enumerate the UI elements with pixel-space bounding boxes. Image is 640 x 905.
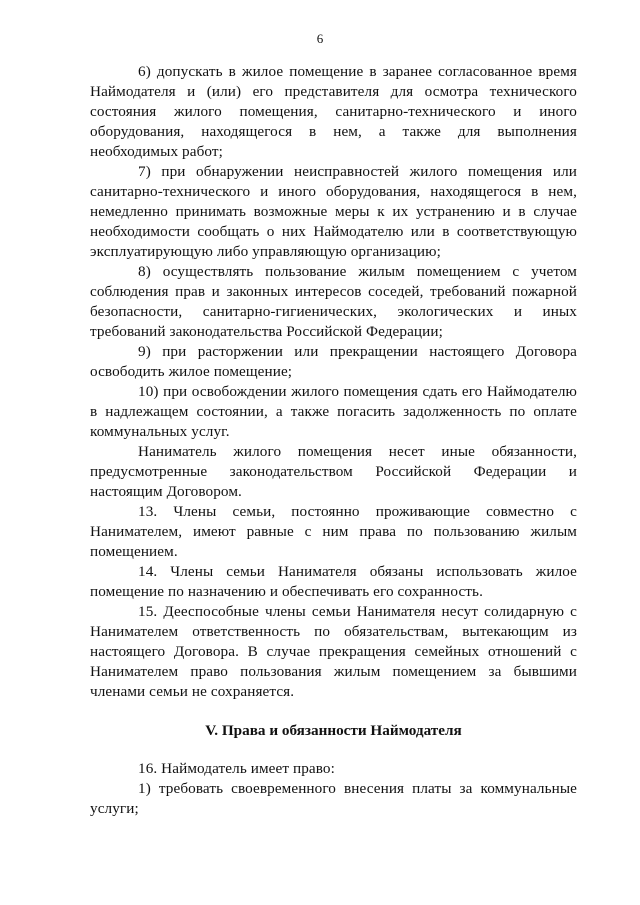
paragraph-item-7: 7) при обнаружении неисправностей жилого помещения или санитарно-технического и иного оборудования, находящегося в нем, немедленно принимать возможные меры к их устранению и в случае необходимости сообщать о них Наймодателю или в соответствующую эксплуатирующую либо управляющую организацию; [90, 163, 577, 260]
page-number: 6 [316, 31, 324, 46]
paragraph-clause-16-item-1: 1) требовать своевременного внесения платы за коммунальные услуги; [90, 780, 577, 817]
paragraph-item-6: 6) допускать в жилое помещение в заранее согласованное время Наймодателя и (или) его представителя для осмотра технического состояния жилого помещения, санитарно-технического и иного оборудования, находящегося в нем, а также для выполнения необходимых работ; [90, 63, 577, 160]
section-heading: V. Права и обязанности Наймодателя [205, 722, 462, 739]
paragraph-item-8: 8) осуществлять пользование жилым помещением с учетом соблюдения прав и законных интересов соседей, требований пожарной безопасности, санитарно-гигиенических, экологических и иных требований законодательства Российской Федерации; [90, 263, 577, 340]
paragraph-other-duties: Наниматель жилого помещения несет иные обязанности, предусмотренные законодательством Российской Федерации и настоящим Договором. [90, 443, 577, 500]
paragraph-item-10: 10) при освобождении жилого помещения сдать его Наймодателю в надлежащем состоянии, а также погасить задолженность по оплате коммунальных услуг. [90, 383, 577, 440]
paragraph-clause-13: 13. Члены семьи, постоянно проживающие совместно с Нанимателем, имеют равные с ним права по пользованию жилым помещением. [90, 503, 577, 560]
paragraph-clause-16: 16. Наймодатель имеет право: [138, 760, 335, 777]
paragraph-item-9: 9) при расторжении или прекращении настоящего Договора освободить жилое помещение; [90, 343, 577, 380]
paragraph-clause-14: 14. Члены семьи Нанимателя обязаны использовать жилое помещение по назначению и обеспечивать его сохранность. [90, 563, 577, 600]
paragraph-clause-15: 15. Дееспособные члены семьи Нанимателя несут солидарную с Нанимателем ответственность по обязательствам, вытекающим из настоящего Договора. В случае прекращения семейных отношений с Нанимателем право пользования жилым помещением за бывшими членами семьи не сохраняется. [90, 603, 577, 700]
